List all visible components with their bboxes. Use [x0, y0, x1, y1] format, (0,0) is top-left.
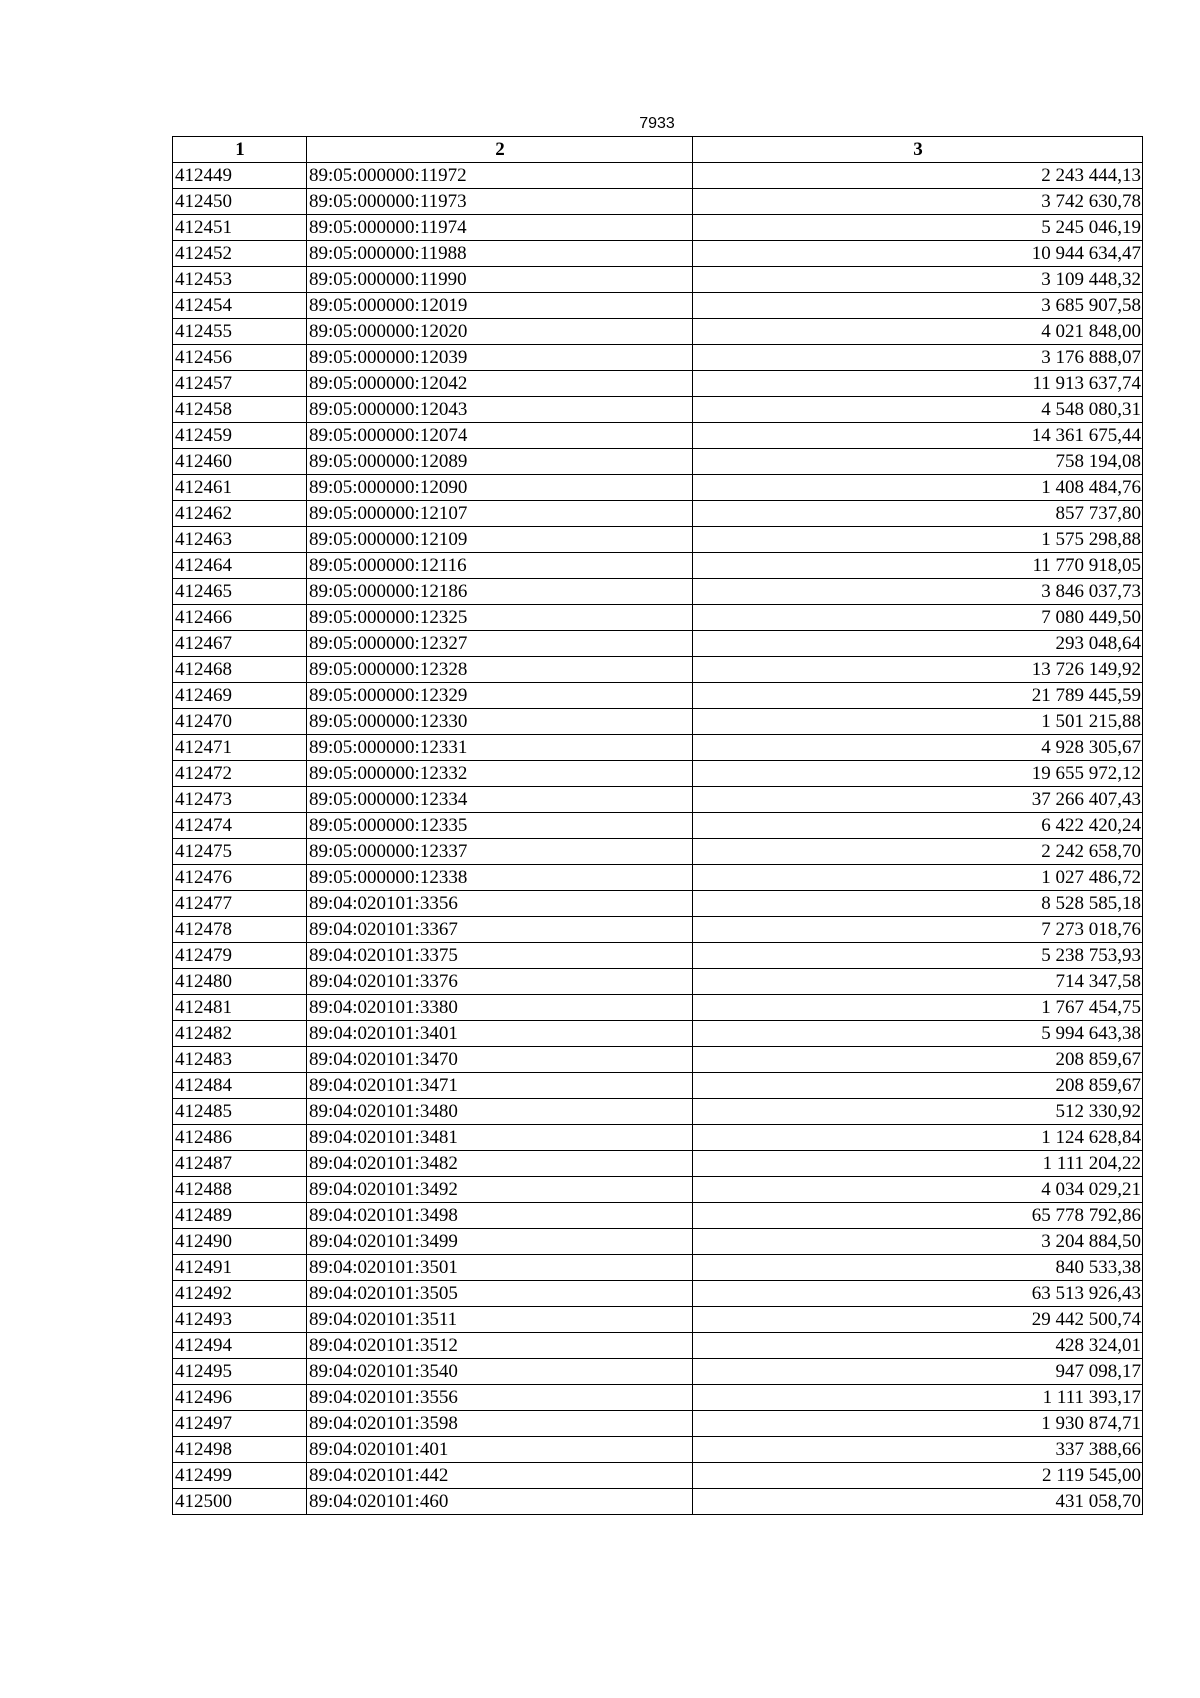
table-row: [173, 527, 1143, 553]
cadastral-value: 428 324,01: [693, 1333, 1143, 1359]
cadastral-number: 89:05:000000:12328: [307, 657, 693, 683]
table-row: [173, 813, 1143, 839]
row-number: 412497: [173, 1411, 307, 1437]
cadastral-value: 3 685 907,58: [693, 293, 1143, 319]
cadastral-value: 758 194,08: [693, 449, 1143, 475]
cadastral-number: 89:05:000000:12337: [307, 839, 693, 865]
cadastral-value: 1 575 298,88: [693, 527, 1143, 553]
cadastral-number: 89:05:000000:12327: [307, 631, 693, 657]
row-number: 412476: [173, 865, 307, 891]
cadastral-value: 1 501 215,88: [693, 709, 1143, 735]
cadastral-value: 3 204 884,50: [693, 1229, 1143, 1255]
cadastral-number: 89:04:020101:3499: [307, 1229, 693, 1255]
cadastral-number: 89:04:020101:3482: [307, 1151, 693, 1177]
row-number: 412456: [173, 345, 307, 371]
table-row: [173, 397, 1143, 423]
cadastral-number: 89:04:020101:3380: [307, 995, 693, 1021]
row-number: 412452: [173, 241, 307, 267]
cadastral-number: 89:05:000000:12334: [307, 787, 693, 813]
table-row: [173, 657, 1143, 683]
row-number: 412473: [173, 787, 307, 813]
cadastral-value: 2 242 658,70: [693, 839, 1143, 865]
table-row: [173, 1385, 1143, 1411]
table-row: [173, 163, 1143, 189]
cadastral-number: 89:04:020101:401: [307, 1437, 693, 1463]
row-number: 412481: [173, 995, 307, 1021]
row-number: 412470: [173, 709, 307, 735]
cadastral-number: 89:05:000000:12109: [307, 527, 693, 553]
cadastral-number: 89:05:000000:12089: [307, 449, 693, 475]
row-number: 412477: [173, 891, 307, 917]
row-number: 412460: [173, 449, 307, 475]
row-number: 412494: [173, 1333, 307, 1359]
row-number: 412466: [173, 605, 307, 631]
cadastral-number: 89:05:000000:12116: [307, 553, 693, 579]
cadastral-number: 89:04:020101:3505: [307, 1281, 693, 1307]
cadastral-number: 89:05:000000:12042: [307, 371, 693, 397]
row-number: 412458: [173, 397, 307, 423]
table-row: [173, 1099, 1143, 1125]
cadastral-value: 714 347,58: [693, 969, 1143, 995]
table-row: [173, 215, 1143, 241]
registry-table: [172, 136, 1143, 1515]
row-number: 412487: [173, 1151, 307, 1177]
table-row: [173, 1463, 1143, 1489]
cadastral-value: 65 778 792,86: [693, 1203, 1143, 1229]
header-col-2: 2: [307, 137, 693, 163]
table-row: [173, 189, 1143, 215]
cadastral-value: 13 726 149,92: [693, 657, 1143, 683]
table-row: [173, 501, 1143, 527]
cadastral-value: 293 048,64: [693, 631, 1143, 657]
table-row: [173, 345, 1143, 371]
cadastral-number: 89:05:000000:12330: [307, 709, 693, 735]
row-number: 412451: [173, 215, 307, 241]
table-row: [173, 1073, 1143, 1099]
row-number: 412489: [173, 1203, 307, 1229]
cadastral-number: 89:05:000000:12335: [307, 813, 693, 839]
row-number: 412495: [173, 1359, 307, 1385]
cadastral-number: 89:04:020101:3598: [307, 1411, 693, 1437]
cadastral-number: 89:04:020101:3498: [307, 1203, 693, 1229]
table-row: [173, 839, 1143, 865]
table-row: [173, 1359, 1143, 1385]
table-row: [173, 1203, 1143, 1229]
table-row: [173, 917, 1143, 943]
cadastral-value: 4 548 080,31: [693, 397, 1143, 423]
cadastral-number: 89:05:000000:12332: [307, 761, 693, 787]
row-number: 412467: [173, 631, 307, 657]
table-row: [173, 995, 1143, 1021]
cadastral-value: 5 245 046,19: [693, 215, 1143, 241]
row-number: 412457: [173, 371, 307, 397]
row-number: 412490: [173, 1229, 307, 1255]
row-number: 412471: [173, 735, 307, 761]
cadastral-number: 89:04:020101:442: [307, 1463, 693, 1489]
cadastral-number: 89:05:000000:12338: [307, 865, 693, 891]
cadastral-value: 208 859,67: [693, 1073, 1143, 1099]
row-number: 412454: [173, 293, 307, 319]
cadastral-value: 947 098,17: [693, 1359, 1143, 1385]
table-row: [173, 371, 1143, 397]
table-row: [173, 631, 1143, 657]
row-number: 412484: [173, 1073, 307, 1099]
table-row: [173, 1437, 1143, 1463]
cadastral-value: 1 111 393,17: [693, 1385, 1143, 1411]
cadastral-number: 89:05:000000:12331: [307, 735, 693, 761]
row-number: 412474: [173, 813, 307, 839]
cadastral-value: 10 944 634,47: [693, 241, 1143, 267]
cadastral-value: 1 767 454,75: [693, 995, 1143, 1021]
cadastral-value: 1 124 628,84: [693, 1125, 1143, 1151]
table-row: [173, 1151, 1143, 1177]
cadastral-number: 89:05:000000:11988: [307, 241, 693, 267]
table-row: [173, 1047, 1143, 1073]
cadastral-number: 89:05:000000:12074: [307, 423, 693, 449]
table-row: [173, 969, 1143, 995]
row-number: 412483: [173, 1047, 307, 1073]
row-number: 412488: [173, 1177, 307, 1203]
table-row: [173, 1177, 1143, 1203]
row-number: 412492: [173, 1281, 307, 1307]
cadastral-value: 208 859,67: [693, 1047, 1143, 1073]
table-row: [173, 1489, 1143, 1515]
cadastral-number: 89:04:020101:3512: [307, 1333, 693, 1359]
cadastral-number: 89:05:000000:12325: [307, 605, 693, 631]
row-number: 412486: [173, 1125, 307, 1151]
table-row: [173, 423, 1143, 449]
table-row: [173, 1307, 1143, 1333]
row-number: 412463: [173, 527, 307, 553]
cadastral-value: 431 058,70: [693, 1489, 1143, 1515]
row-number: 412462: [173, 501, 307, 527]
cadastral-number: 89:05:000000:12019: [307, 293, 693, 319]
table-row: [173, 943, 1143, 969]
row-number: 412465: [173, 579, 307, 605]
table-row: [173, 579, 1143, 605]
cadastral-value: 21 789 445,59: [693, 683, 1143, 709]
row-number: 412468: [173, 657, 307, 683]
cadastral-number: 89:05:000000:12043: [307, 397, 693, 423]
cadastral-number: 89:04:020101:3556: [307, 1385, 693, 1411]
cadastral-number: 89:04:020101:3501: [307, 1255, 693, 1281]
cadastral-number: 89:04:020101:3375: [307, 943, 693, 969]
table-row: [173, 1281, 1143, 1307]
table-row: [173, 241, 1143, 267]
cadastral-value: 840 533,38: [693, 1255, 1143, 1281]
row-number: 412482: [173, 1021, 307, 1047]
row-number: 412472: [173, 761, 307, 787]
cadastral-value: 857 737,80: [693, 501, 1143, 527]
cadastral-number: 89:05:000000:11974: [307, 215, 693, 241]
row-number: 412478: [173, 917, 307, 943]
row-number: 412485: [173, 1099, 307, 1125]
table-row: [173, 761, 1143, 787]
table-row: [173, 605, 1143, 631]
cadastral-value: 1 930 874,71: [693, 1411, 1143, 1437]
cadastral-value: 1 408 484,76: [693, 475, 1143, 501]
cadastral-number: 89:05:000000:12186: [307, 579, 693, 605]
cadastral-value: 5 238 753,93: [693, 943, 1143, 969]
cadastral-value: 8 528 585,18: [693, 891, 1143, 917]
cadastral-value: 512 330,92: [693, 1099, 1143, 1125]
cadastral-number: 89:04:020101:3356: [307, 891, 693, 917]
cadastral-number: 89:05:000000:11972: [307, 163, 693, 189]
cadastral-value: 3 846 037,73: [693, 579, 1143, 605]
table-row: [173, 735, 1143, 761]
table-row: [173, 449, 1143, 475]
cadastral-value: 14 361 675,44: [693, 423, 1143, 449]
row-number: 412498: [173, 1437, 307, 1463]
cadastral-value: 1 027 486,72: [693, 865, 1143, 891]
cadastral-value: 2 119 545,00: [693, 1463, 1143, 1489]
cadastral-value: 63 513 926,43: [693, 1281, 1143, 1307]
cadastral-number: 89:05:000000:12090: [307, 475, 693, 501]
row-number: 412493: [173, 1307, 307, 1333]
row-number: 412449: [173, 163, 307, 189]
row-number: 412455: [173, 319, 307, 345]
cadastral-number: 89:05:000000:11990: [307, 267, 693, 293]
cadastral-value: 6 422 420,24: [693, 813, 1143, 839]
cadastral-value: 4 021 848,00: [693, 319, 1143, 345]
row-number: 412464: [173, 553, 307, 579]
cadastral-value: 3 742 630,78: [693, 189, 1143, 215]
cadastral-value: 7 080 449,50: [693, 605, 1143, 631]
header-col-3: 3: [693, 137, 1143, 163]
cadastral-number: 89:04:020101:3367: [307, 917, 693, 943]
cadastral-number: 89:04:020101:460: [307, 1489, 693, 1515]
cadastral-value: 5 994 643,38: [693, 1021, 1143, 1047]
table-row: [173, 1411, 1143, 1437]
cadastral-number: 89:04:020101:3540: [307, 1359, 693, 1385]
cadastral-value: 29 442 500,74: [693, 1307, 1143, 1333]
table-row: [173, 709, 1143, 735]
cadastral-value: 19 655 972,12: [693, 761, 1143, 787]
table-row: [173, 293, 1143, 319]
row-number: 412480: [173, 969, 307, 995]
cadastral-number: 89:04:020101:3492: [307, 1177, 693, 1203]
header-col-1: 1: [173, 137, 307, 163]
cadastral-number: 89:05:000000:12020: [307, 319, 693, 345]
cadastral-number: 89:05:000000:12107: [307, 501, 693, 527]
cadastral-value: 3 176 888,07: [693, 345, 1143, 371]
table-row: [173, 891, 1143, 917]
table-row: [173, 475, 1143, 501]
cadastral-value: 337 388,66: [693, 1437, 1143, 1463]
table-body: [173, 163, 1143, 1515]
table-row: [173, 1333, 1143, 1359]
row-number: 412500: [173, 1489, 307, 1515]
table-row: [173, 683, 1143, 709]
cadastral-number: 89:05:000000:12329: [307, 683, 693, 709]
cadastral-value: 37 266 407,43: [693, 787, 1143, 813]
cadastral-number: 89:04:020101:3511: [307, 1307, 693, 1333]
cadastral-number: 89:04:020101:3471: [307, 1073, 693, 1099]
cadastral-value: 1 111 204,22: [693, 1151, 1143, 1177]
row-number: 412450: [173, 189, 307, 215]
row-number: 412491: [173, 1255, 307, 1281]
page-number: 7933: [639, 115, 675, 132]
row-number: 412496: [173, 1385, 307, 1411]
cadastral-value: 3 109 448,32: [693, 267, 1143, 293]
cadastral-number: 89:04:020101:3401: [307, 1021, 693, 1047]
header-row: [173, 137, 1143, 163]
row-number: 412453: [173, 267, 307, 293]
cadastral-number: 89:05:000000:12039: [307, 345, 693, 371]
table-row: [173, 787, 1143, 813]
table-row: [173, 1125, 1143, 1151]
row-number: 412461: [173, 475, 307, 501]
cadastral-number: 89:04:020101:3480: [307, 1099, 693, 1125]
row-number: 412469: [173, 683, 307, 709]
cadastral-number: 89:04:020101:3470: [307, 1047, 693, 1073]
cadastral-value: 11 913 637,74: [693, 371, 1143, 397]
table-row: [173, 267, 1143, 293]
row-number: 412499: [173, 1463, 307, 1489]
row-number: 412459: [173, 423, 307, 449]
table-row: [173, 1021, 1143, 1047]
row-number: 412475: [173, 839, 307, 865]
table-row: [173, 1229, 1143, 1255]
table-row: [173, 1255, 1143, 1281]
cadastral-value: 7 273 018,76: [693, 917, 1143, 943]
table-row: [173, 553, 1143, 579]
cadastral-value: 4 928 305,67: [693, 735, 1143, 761]
table-header: [173, 137, 1143, 163]
table-row: [173, 865, 1143, 891]
cadastral-number: 89:05:000000:11973: [307, 189, 693, 215]
cadastral-value: 4 034 029,21: [693, 1177, 1143, 1203]
cadastral-number: 89:04:020101:3376: [307, 969, 693, 995]
row-number: 412479: [173, 943, 307, 969]
table-row: [173, 319, 1143, 345]
cadastral-number: 89:04:020101:3481: [307, 1125, 693, 1151]
cadastral-value: 2 243 444,13: [693, 163, 1143, 189]
cadastral-value: 11 770 918,05: [693, 553, 1143, 579]
